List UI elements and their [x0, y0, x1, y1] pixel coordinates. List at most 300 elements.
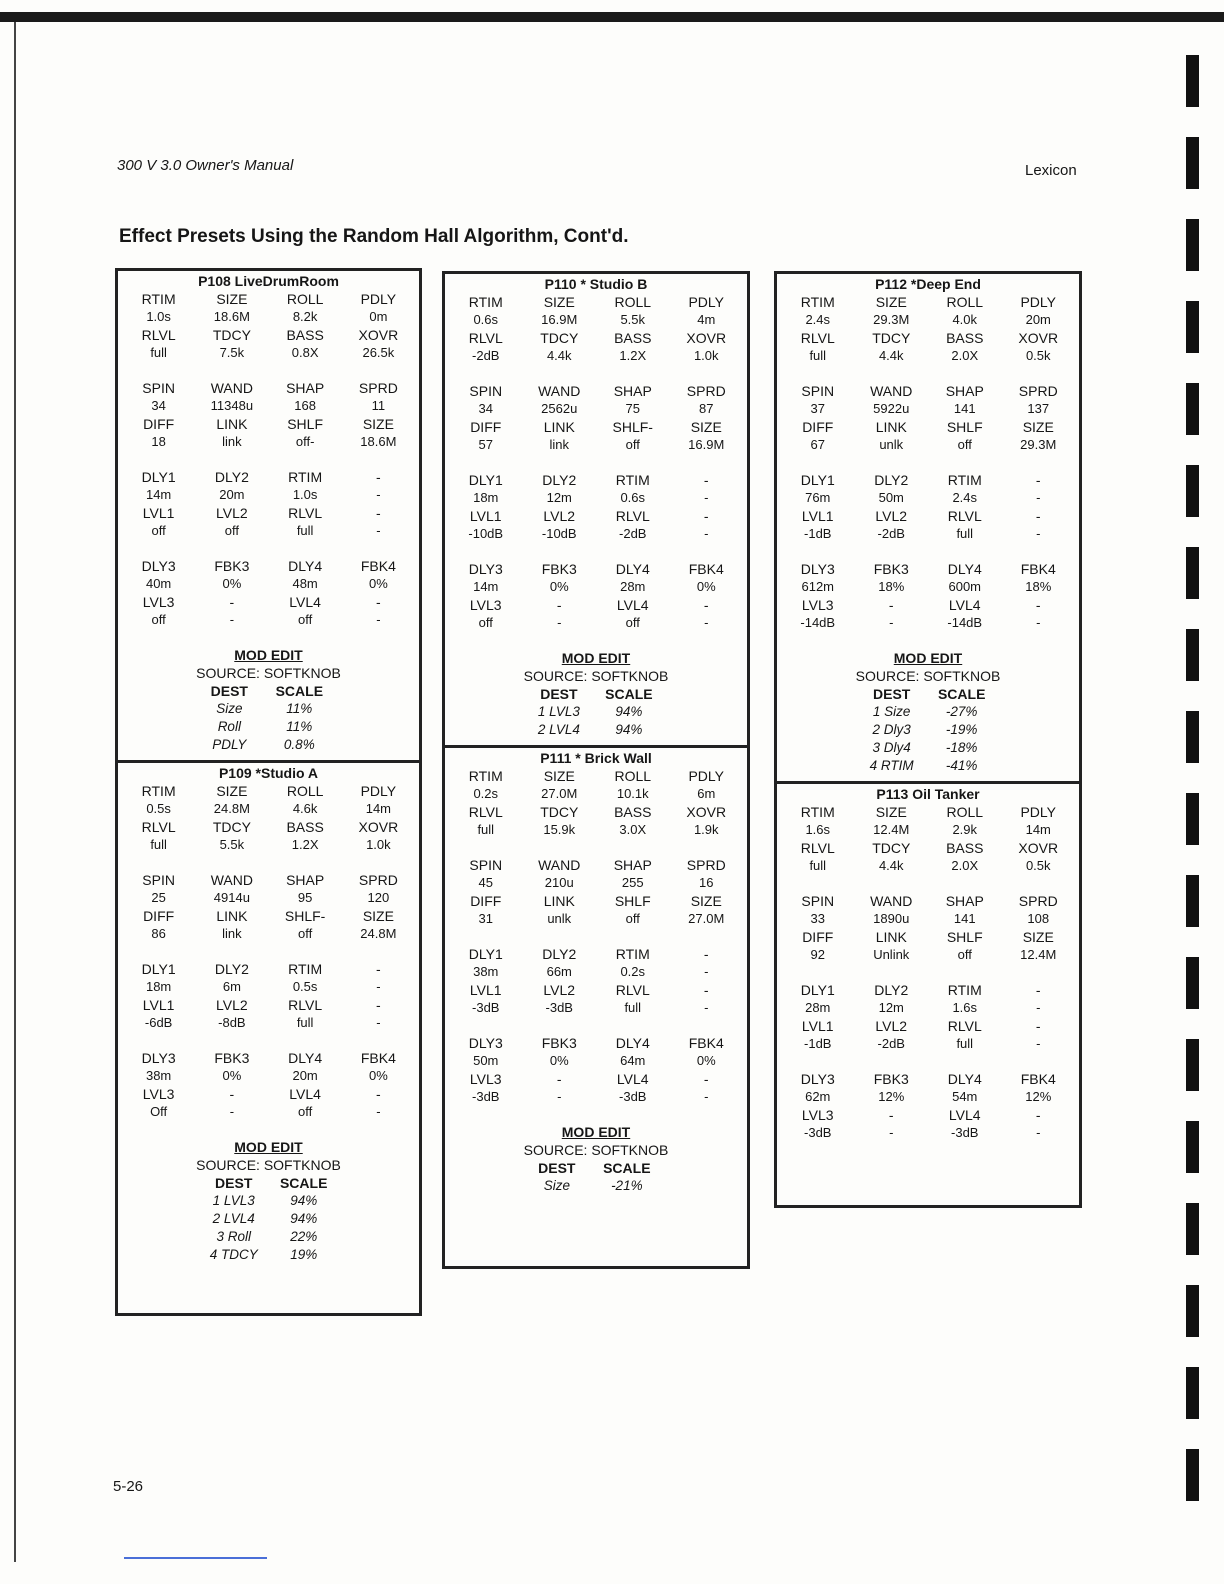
- parameter-value: 0%: [549, 1053, 569, 1068]
- parameter-name: LVL3: [801, 1107, 834, 1123]
- parameter-name-row: [122, 290, 415, 308]
- parameter-name: RTIM: [468, 294, 503, 310]
- parameter-value: 27.0M: [541, 786, 578, 801]
- parameter-value: 108: [1027, 911, 1050, 926]
- parameter-value: 612m: [801, 579, 835, 594]
- parameter-name: BASS: [286, 327, 324, 343]
- parameter-name: SHAP: [613, 857, 652, 873]
- parameter-value: 18m: [145, 979, 172, 994]
- parameter-name: DLY2: [542, 472, 577, 488]
- mod-edit-title: MOD EDIT: [893, 650, 963, 666]
- parameter-value-row: [781, 1035, 1075, 1053]
- parameter-value-row: [449, 525, 743, 543]
- parameter-name: -: [703, 597, 709, 613]
- parameter-value: off-: [295, 434, 315, 449]
- parameter-value-row: [122, 889, 415, 907]
- parameter-name: RLVL: [141, 819, 176, 835]
- parameter-value: 29.3M: [873, 312, 910, 327]
- parameter-value: 12m: [546, 490, 572, 505]
- parameter-name: FBK3: [541, 1035, 577, 1051]
- parameter-name: DLY3: [800, 561, 835, 577]
- parameter-value-row: [122, 433, 415, 451]
- parameter-value: 0%: [222, 1068, 242, 1083]
- mod-row: [199, 1246, 339, 1264]
- parameter-value: 38m: [473, 964, 499, 979]
- parameter-name: SIZE: [875, 804, 907, 820]
- parameter-name: -: [703, 982, 709, 998]
- parameter-name: RTIM: [800, 804, 835, 820]
- parameter-value: -2dB: [877, 526, 905, 541]
- edge-mark: [1186, 465, 1199, 517]
- parameter-name-row: [781, 803, 1075, 821]
- parameter-name: DIFF: [802, 929, 834, 945]
- parameter-value: full: [477, 822, 495, 837]
- parameter-name: DLY1: [468, 946, 503, 962]
- parameter-value: -3dB: [951, 1125, 979, 1140]
- parameter-name: -: [1035, 597, 1041, 613]
- parameter-value-row: [781, 347, 1075, 365]
- preset-block: [118, 760, 419, 1270]
- parameter-name: SPRD: [358, 380, 398, 396]
- mod-scale: 19%: [290, 1247, 318, 1262]
- parameter-name: FBK4: [688, 1035, 724, 1051]
- parameter-group: [122, 379, 415, 451]
- mod-table-header: [199, 682, 339, 700]
- mod-scale: -18%: [945, 740, 978, 755]
- parameter-name: RTIM: [615, 946, 650, 962]
- mod-dest: 2 Dly3: [872, 722, 911, 737]
- parameter-value: 0%: [549, 579, 569, 594]
- parameter-name: TDCY: [872, 840, 911, 856]
- parameter-name: PDLY: [1020, 804, 1057, 820]
- parameter-name: DLY2: [214, 469, 249, 485]
- parameter-name: LVL4: [616, 597, 649, 613]
- dest-header: DEST: [538, 1160, 576, 1176]
- parameter-value-row: [122, 575, 415, 593]
- dest-header: DEST: [873, 686, 911, 702]
- parameter-value: -: [1036, 526, 1041, 541]
- parameter-group: [449, 471, 743, 543]
- parameter-value: 0.5k: [1025, 858, 1051, 873]
- parameter-value: 1.2X: [619, 348, 647, 363]
- parameter-name: -: [376, 594, 381, 610]
- mod-table: [199, 1174, 339, 1264]
- page-bottom-rule: [124, 1557, 267, 1559]
- edge-mark: [1186, 1449, 1199, 1501]
- parameter-value: 54m: [952, 1089, 978, 1104]
- parameter-value: 45: [478, 875, 493, 890]
- parameter-value: 67: [810, 437, 825, 452]
- parameter-group: [122, 557, 415, 629]
- parameter-name: FBK3: [873, 561, 909, 577]
- edge-mark: [1186, 219, 1199, 271]
- parameter-name: PDLY: [688, 768, 725, 784]
- mod-row: [199, 1228, 339, 1246]
- parameter-name: LVL1: [469, 508, 502, 524]
- parameter-name: DLY3: [141, 1050, 176, 1066]
- parameter-name-row: [122, 907, 415, 925]
- parameter-name-row: [122, 996, 415, 1014]
- parameter-value-row: [122, 611, 415, 629]
- parameter-name: RTIM: [288, 961, 323, 977]
- mod-row: [526, 703, 666, 721]
- parameter-name: SIZE: [875, 294, 907, 310]
- mod-scale: 22%: [290, 1229, 318, 1244]
- parameter-name: DLY4: [288, 1050, 323, 1066]
- parameter-name-row: [781, 1106, 1075, 1124]
- parameter-name-row: [449, 1070, 743, 1088]
- parameter-value: off: [298, 1104, 313, 1119]
- parameter-value: 0.2s: [473, 786, 499, 801]
- parameter-name-row: [449, 856, 743, 874]
- parameter-name: ROLL: [614, 294, 652, 310]
- parameter-name: -: [703, 1071, 709, 1087]
- parameter-value-row: [781, 400, 1075, 418]
- parameter-value-row: [781, 489, 1075, 507]
- parameter-value: 18%: [878, 579, 905, 594]
- parameter-name: DLY3: [468, 1035, 503, 1051]
- parameter-value: -: [376, 1104, 381, 1119]
- parameter-value: 2.4s: [805, 312, 831, 327]
- parameter-value: 28m: [620, 579, 646, 594]
- parameter-value: 18.6M: [360, 434, 397, 449]
- page-left-rule: [14, 22, 16, 1562]
- parameter-group: [449, 856, 743, 928]
- parameter-group: [449, 293, 743, 365]
- parameter-name: RTIM: [468, 768, 503, 784]
- parameter-value: off: [957, 437, 972, 452]
- parameter-name: SIZE: [543, 294, 575, 310]
- parameter-group: [781, 471, 1075, 543]
- mod-source: SOURCE: SOFTKNOB: [523, 1142, 669, 1158]
- parameter-value: -10dB: [468, 526, 504, 541]
- parameter-value: 4m: [697, 312, 716, 327]
- parameter-name: PDLY: [1020, 294, 1057, 310]
- parameter-value: 255: [621, 875, 644, 890]
- parameter-name: -: [556, 1071, 562, 1087]
- parameter-value-row: [449, 999, 743, 1017]
- parameter-name: PDLY: [360, 783, 397, 799]
- parameter-value-row: [122, 1103, 415, 1121]
- parameter-value: 120: [367, 890, 390, 905]
- parameter-name-row: [122, 1085, 415, 1103]
- edge-mark: [1186, 137, 1199, 189]
- mod-table-header: [858, 685, 998, 703]
- parameter-value: 28m: [805, 1000, 831, 1015]
- parameter-name: SHAP: [613, 383, 652, 399]
- parameter-value-row: [449, 347, 743, 365]
- parameter-name-row: [781, 418, 1075, 436]
- manual-title: 300 V 3.0 Owner's Manual: [117, 157, 294, 174]
- edge-mark: [1186, 1121, 1199, 1173]
- parameter-value: 1890u: [873, 911, 910, 926]
- edge-mark: [1186, 55, 1199, 107]
- parameter-name-row: [781, 839, 1075, 857]
- parameter-group: [122, 290, 415, 362]
- parameter-value-row: [781, 999, 1075, 1017]
- parameter-value: -2dB: [619, 526, 647, 541]
- parameter-value: 11348u: [210, 398, 254, 413]
- parameter-name: DLY1: [800, 472, 835, 488]
- mod-scale: 11%: [286, 701, 313, 716]
- mod-scale: -19%: [945, 722, 978, 737]
- parameter-name: SHLF: [614, 893, 651, 909]
- parameter-name: PDLY: [688, 294, 725, 310]
- parameter-value: -3dB: [619, 1089, 647, 1104]
- parameter-value: -: [704, 615, 709, 630]
- parameter-name: RLVL: [615, 508, 650, 524]
- mod-scale: 94%: [290, 1211, 318, 1226]
- mod-scale: -27%: [945, 704, 978, 719]
- parameter-value: 66m: [546, 964, 572, 979]
- parameter-name: -: [703, 472, 709, 488]
- parameter-value: 141: [953, 401, 976, 416]
- parameter-name: SHAP: [945, 893, 984, 909]
- parameter-value: 12.4M: [1020, 947, 1057, 962]
- parameter-value: link: [222, 926, 242, 941]
- parameter-value: 12m: [878, 1000, 904, 1015]
- mod-table-header: [199, 1174, 339, 1192]
- parameter-value: 141: [953, 911, 976, 926]
- parameter-name-row: [449, 892, 743, 910]
- parameter-name: LVL4: [616, 1071, 649, 1087]
- parameter-value: 87: [699, 401, 714, 416]
- parameter-value: 16: [699, 875, 714, 890]
- mod-edit-section: [122, 646, 415, 754]
- parameter-value: 10.1k: [616, 786, 649, 801]
- parameter-value: 1.0s: [292, 487, 318, 502]
- parameter-name: DLY3: [141, 558, 176, 574]
- parameter-name: DLY4: [615, 1035, 650, 1051]
- parameter-value: 26.5k: [362, 345, 395, 360]
- scale-header: SCALE: [275, 683, 324, 699]
- parameter-value: Off: [150, 1104, 168, 1119]
- parameter-name: SPRD: [358, 872, 398, 888]
- parameter-value: -8dB: [218, 1015, 246, 1030]
- parameter-value: -: [1036, 490, 1041, 505]
- parameter-value: 62m: [805, 1089, 831, 1104]
- parameter-value-row: [781, 525, 1075, 543]
- parameter-value: full: [624, 1000, 642, 1015]
- parameter-value-row: [449, 821, 743, 839]
- parameter-name: ROLL: [286, 291, 324, 307]
- parameter-value: 0.5s: [292, 979, 318, 994]
- parameter-value: full: [956, 526, 974, 541]
- parameter-name: SHLF: [946, 419, 983, 435]
- parameter-name: FBK4: [1020, 561, 1056, 577]
- parameter-name-row: [781, 892, 1075, 910]
- preset-column-2: [442, 271, 750, 1269]
- parameter-name: TDCY: [212, 819, 251, 835]
- section-title: Effect Presets Using the Random Hall Algorithm, Cont'd.: [119, 226, 629, 247]
- preset-block: [777, 781, 1079, 1165]
- parameter-name: SHAP: [286, 872, 325, 888]
- parameter-group: [449, 560, 743, 632]
- parameter-name: SIZE: [362, 908, 394, 924]
- parameter-value: -: [1036, 1000, 1041, 1015]
- parameter-name: DLY1: [141, 469, 176, 485]
- parameter-value: 0.5s: [146, 801, 171, 816]
- mod-table-header: [526, 1159, 666, 1177]
- parameter-name: BASS: [946, 840, 984, 856]
- parameter-name: DIFF: [470, 893, 502, 909]
- parameter-name: WAND: [870, 893, 913, 909]
- parameter-value: 38m: [145, 1068, 172, 1083]
- parameter-group: [122, 960, 415, 1032]
- parameter-value: 137: [1027, 401, 1050, 416]
- parameter-value: 4.6k: [292, 801, 318, 816]
- parameter-name: SIZE: [1022, 419, 1054, 435]
- parameter-value-row: [122, 836, 415, 854]
- parameter-value-row: [449, 489, 743, 507]
- edge-mark: [1186, 629, 1199, 681]
- preset-title: P108 LiveDrumRoom: [198, 273, 339, 289]
- edge-mark: [1186, 383, 1199, 435]
- parameter-value-row: [449, 1052, 743, 1070]
- parameter-name: -: [1035, 982, 1041, 998]
- parameter-group: [122, 871, 415, 943]
- parameter-value: -: [229, 1104, 235, 1119]
- parameter-name: SPIN: [801, 893, 835, 909]
- parameter-value: -: [376, 612, 381, 627]
- parameter-value-row: [122, 978, 415, 996]
- parameter-value: 11: [371, 398, 386, 413]
- parameter-name: LVL3: [142, 594, 175, 610]
- mod-edit-section: [449, 649, 743, 739]
- preset-title: P112 *Deep End: [875, 276, 981, 292]
- preset-block: [445, 274, 747, 745]
- parameter-value: 1.0k: [693, 348, 719, 363]
- parameter-value: 16.9M: [541, 312, 578, 327]
- parameter-name: RLVL: [800, 330, 835, 346]
- parameter-name: SPRD: [1018, 893, 1058, 909]
- parameter-name: SPIN: [469, 383, 503, 399]
- parameter-name-row: [449, 329, 743, 347]
- parameter-group: [449, 767, 743, 839]
- parameter-value: -: [1036, 615, 1041, 630]
- mod-row: [199, 1210, 339, 1228]
- mod-row: [199, 736, 339, 754]
- dest-header: DEST: [210, 683, 248, 699]
- parameter-value: -: [376, 487, 381, 502]
- parameter-value: 0.6s: [620, 490, 646, 505]
- parameter-value: full: [296, 1015, 314, 1030]
- parameter-value: 4.4k: [878, 858, 904, 873]
- parameter-value: -: [229, 612, 235, 627]
- parameter-name: RLVL: [947, 1018, 982, 1034]
- parameter-name: DLY1: [800, 982, 835, 998]
- parameter-name: DLY2: [874, 472, 909, 488]
- parameter-name: WAND: [870, 383, 913, 399]
- parameter-name: TDCY: [540, 330, 579, 346]
- mod-edit-section: [122, 1138, 415, 1264]
- parameter-name-row: [122, 415, 415, 433]
- parameter-value: -1dB: [804, 1036, 832, 1051]
- parameter-value: 57: [478, 437, 493, 452]
- mod-scale: -41%: [945, 758, 978, 773]
- parameter-value: 12%: [1025, 1089, 1052, 1104]
- parameter-name: RLVL: [288, 505, 323, 521]
- parameter-value: 0.5k: [1025, 348, 1051, 363]
- mod-dest: Roll: [217, 719, 241, 734]
- parameter-value: -: [557, 1089, 562, 1104]
- parameter-name-row: [781, 1017, 1075, 1035]
- parameter-value: 86: [151, 926, 166, 941]
- parameter-value: 20m: [1025, 312, 1051, 327]
- parameter-value: -: [889, 615, 894, 630]
- parameter-name: RTIM: [800, 294, 835, 310]
- parameter-value: 18: [151, 434, 166, 449]
- parameter-value: 14m: [365, 801, 392, 816]
- parameter-value-row: [449, 614, 743, 632]
- parameter-name: LVL4: [948, 1107, 981, 1123]
- parameter-value: 4914u: [213, 890, 250, 905]
- parameter-value: 18.6M: [213, 309, 250, 324]
- parameter-name: PDLY: [360, 291, 397, 307]
- parameter-value: off: [224, 523, 239, 538]
- parameter-value: 600m: [948, 579, 982, 594]
- parameter-name: BASS: [946, 330, 984, 346]
- parameter-name: LVL1: [469, 982, 502, 998]
- parameter-name: SIZE: [1022, 929, 1054, 945]
- parameter-value: 18%: [1025, 579, 1052, 594]
- preset-title: P110 * Studio B: [544, 276, 648, 292]
- mod-edit-section: [449, 1123, 743, 1195]
- parameter-value: 1.6s: [952, 1000, 978, 1015]
- mod-table: [526, 685, 666, 739]
- parameter-name: WAND: [538, 857, 581, 873]
- parameter-name: LINK: [216, 908, 248, 924]
- parameter-value: 12.4M: [873, 822, 910, 837]
- parameter-name: -: [376, 997, 381, 1013]
- parameter-name: LVL1: [801, 508, 834, 524]
- parameter-name-row: [449, 293, 743, 311]
- parameter-value: full: [809, 858, 827, 873]
- parameter-name: LINK: [216, 416, 248, 432]
- parameter-value: 2.0X: [951, 348, 979, 363]
- parameter-name: RLVL: [800, 840, 835, 856]
- edge-mark: [1186, 547, 1199, 599]
- parameter-value-row: [781, 614, 1075, 632]
- parameter-value: off: [298, 926, 313, 941]
- parameter-name-row: [122, 326, 415, 344]
- parameter-value: 1.6s: [805, 822, 831, 837]
- parameter-name-row: [449, 945, 743, 963]
- parameter-name: TDCY: [872, 330, 911, 346]
- parameter-name: LVL3: [469, 597, 502, 613]
- mod-scale: 94%: [615, 722, 643, 737]
- parameter-name-row: [122, 1049, 415, 1067]
- parameter-value: -: [376, 979, 381, 994]
- parameter-name: SPIN: [142, 872, 175, 888]
- parameter-value: -14dB: [800, 615, 836, 630]
- parameter-value: full: [150, 837, 167, 852]
- parameter-value: 14m: [473, 579, 499, 594]
- parameter-value: 29.3M: [1020, 437, 1057, 452]
- parameter-name: SIZE: [690, 419, 722, 435]
- parameter-value: -14dB: [947, 615, 983, 630]
- parameter-value: 1.2X: [291, 837, 319, 852]
- parameter-value: -2dB: [472, 348, 500, 363]
- parameter-value: -: [1036, 1125, 1041, 1140]
- parameter-name: DLY4: [615, 561, 650, 577]
- parameter-name-row: [122, 782, 415, 800]
- scale-header: SCALE: [937, 686, 986, 702]
- parameter-name: BASS: [614, 804, 652, 820]
- parameter-name-row: [781, 293, 1075, 311]
- parameter-value: 34: [151, 398, 166, 413]
- parameter-value: 95: [297, 890, 313, 905]
